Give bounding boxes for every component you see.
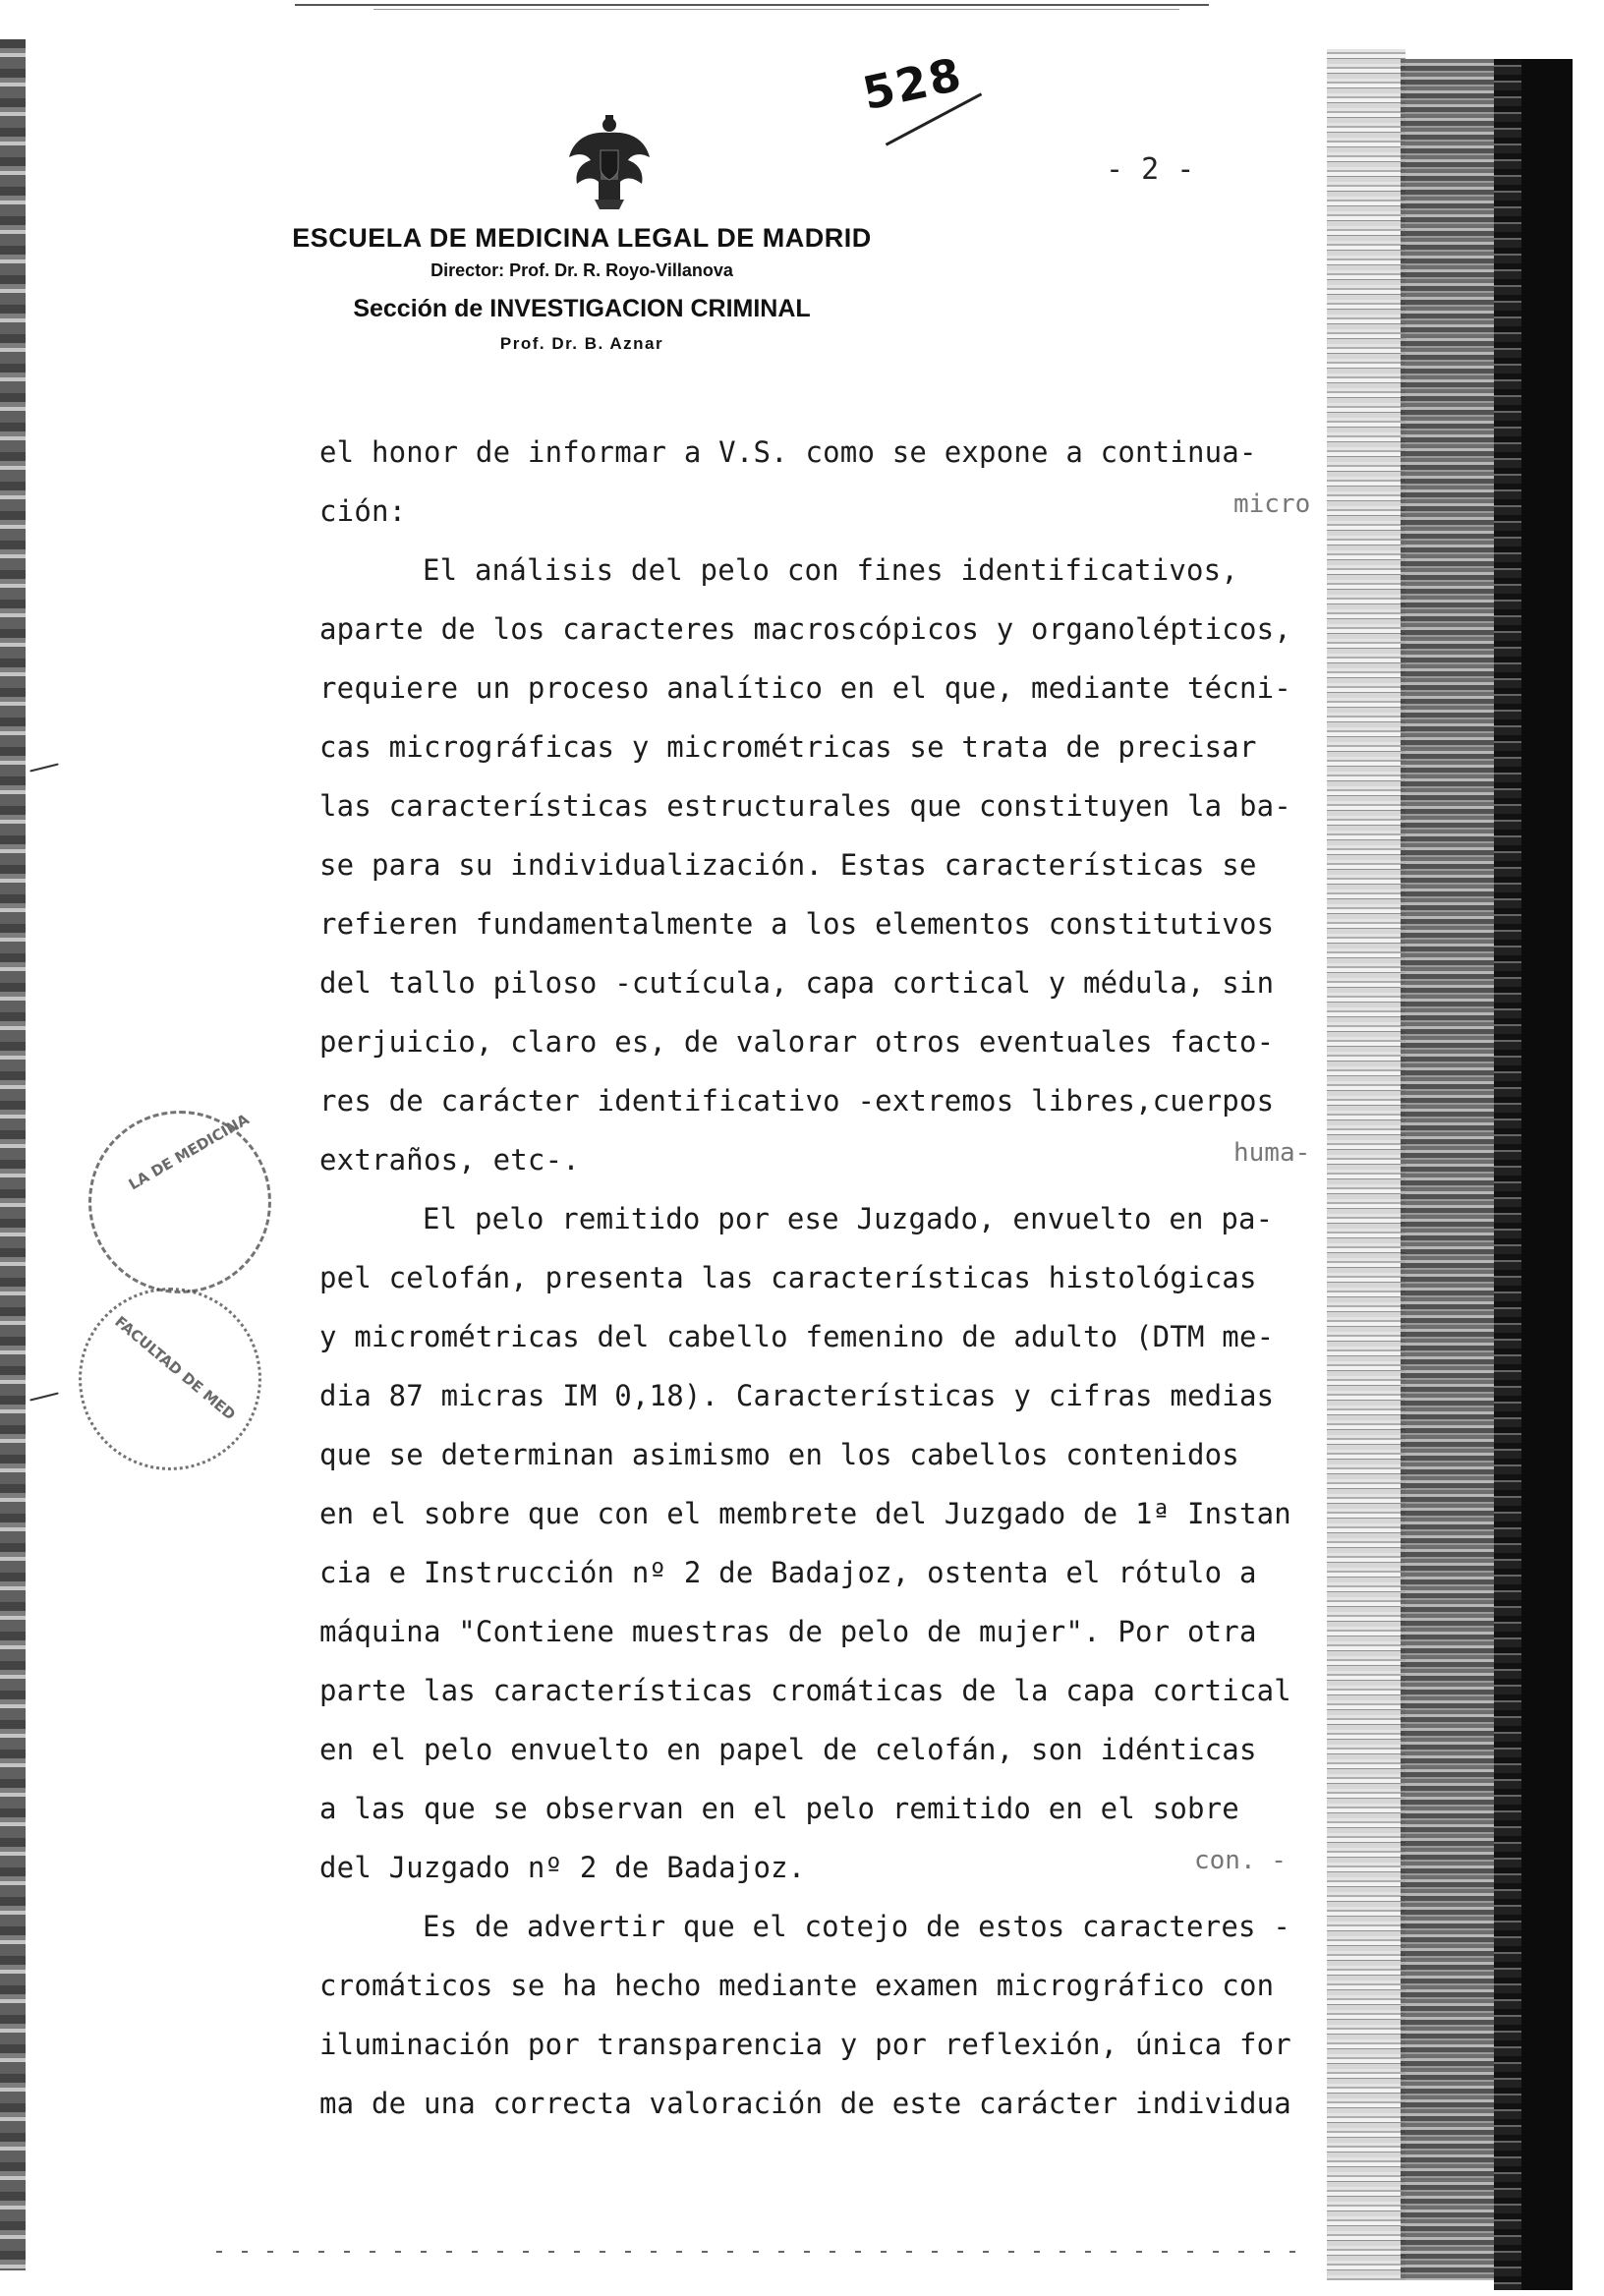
letterhead-professor: Prof. Dr. B. Aznar — [499, 334, 664, 353]
body-line: cromáticos se ha hecho mediante examen micrográfico con — [319, 1969, 1275, 2002]
margin-note-con: con. - — [1194, 1846, 1287, 1875]
institution-stamp-upper — [88, 1111, 271, 1293]
letterhead-director: Director: Prof. Dr. R. Royo-Villanova — [430, 260, 733, 280]
stamp-text-upper: LA DE MEDICINA — [125, 1110, 253, 1194]
body-line: en el sobre que con el membrete del Juzgado de 1ª Instan — [319, 1497, 1291, 1530]
margin-note-huma: huma- — [1233, 1138, 1311, 1168]
body-line: El pelo remitido por ese Juzgado, envuelto en pa- — [423, 1202, 1274, 1235]
body-line: requiere un proceso analítico en el que, mediante técni- — [319, 671, 1291, 705]
body-line: cas micrográficas y micrométricas se trata de precisar — [319, 730, 1257, 764]
institution-stamp-lower — [79, 1288, 261, 1470]
letterhead-school: ESCUELA DE MEDICINA LEGAL DE MADRID — [292, 223, 872, 253]
report-body — [319, 423, 1361, 2133]
body-line: del Juzgado nº 2 de Badajoz. — [319, 1851, 806, 1884]
body-line: cia e Instrucción nº 2 de Badajoz, ostenta el rótulo a — [319, 1556, 1257, 1589]
folio-number: 528 — [858, 47, 968, 121]
letterhead-section: Sección de INVESTIGACION CRIMINAL — [353, 295, 811, 322]
body-line: se para su individualización. Estas características se — [319, 848, 1257, 882]
body-line: ma de una correcta valoración de este carácter individua — [319, 2087, 1291, 2120]
scan-right-bar-edge — [1494, 59, 1521, 2290]
body-line: máquina "Contiene muestras de pelo de mujer". Por otra — [319, 1615, 1257, 1648]
scan-right-bar — [1521, 59, 1573, 2290]
body-line: el honor de informar a V.S. como se expone a continua- — [319, 435, 1257, 469]
body-line: extraños, etc-. — [319, 1143, 580, 1177]
body-line: en el pelo envuelto en papel de celofán, son idénticas — [319, 1733, 1257, 1766]
body-line: a las que se observan en el pelo remitido en el sobre — [319, 1792, 1239, 1825]
body-line: refieren fundamentalmente a los elementos constitutivos — [319, 907, 1275, 941]
body-line: iluminación por transparencia y por reflexión, única for — [319, 2028, 1291, 2061]
margin-note-micro: micro — [1233, 489, 1311, 519]
stamp-text-lower: FACULTAD DE MED — [111, 1312, 240, 1424]
body-line: del tallo piloso -cutícula, capa cortical y médula, sin — [319, 966, 1275, 1000]
body-line: ción: — [319, 494, 407, 528]
body-line: res de carácter identificativo -extremos libres,cuerpos — [319, 1084, 1275, 1118]
binding-marks — [29, 767, 65, 1455]
body-line: aparte de los caracteres macroscópicos y organolépticos, — [319, 612, 1291, 646]
scan-top-edge — [295, 4, 1209, 6]
scan-right-noise-dark — [1401, 59, 1499, 2280]
coat-of-arms-icon — [565, 113, 654, 211]
body-line: El análisis del pelo con fines identificativos, — [423, 553, 1238, 587]
scan-top-edge-faint — [373, 9, 1179, 10]
body-line: pel celofán, presenta las características histológicas — [319, 1261, 1257, 1294]
body-line: Es de advertir que el cotejo de estos caracteres - — [423, 1910, 1290, 1943]
body-line: y micrométricas del cabello femenino de adulto (DTM me- — [319, 1320, 1275, 1353]
body-line: que se determinan asimismo en los cabellos contenidos — [319, 1438, 1239, 1471]
body-line: dia 87 micras IM 0,18). Características y cifras medias — [319, 1379, 1275, 1412]
page-number: - 2 - — [1106, 152, 1195, 187]
body-line: las características estructurales que constituyen la ba- — [319, 789, 1291, 823]
body-line: perjuicio, claro es, de valorar otros eventuales facto- — [319, 1025, 1275, 1059]
body-line: parte las características cromáticas de la capa cortical — [319, 1674, 1291, 1707]
scan-bottom-marks — [216, 2251, 1297, 2253]
scan-left-edge — [0, 39, 26, 2270]
